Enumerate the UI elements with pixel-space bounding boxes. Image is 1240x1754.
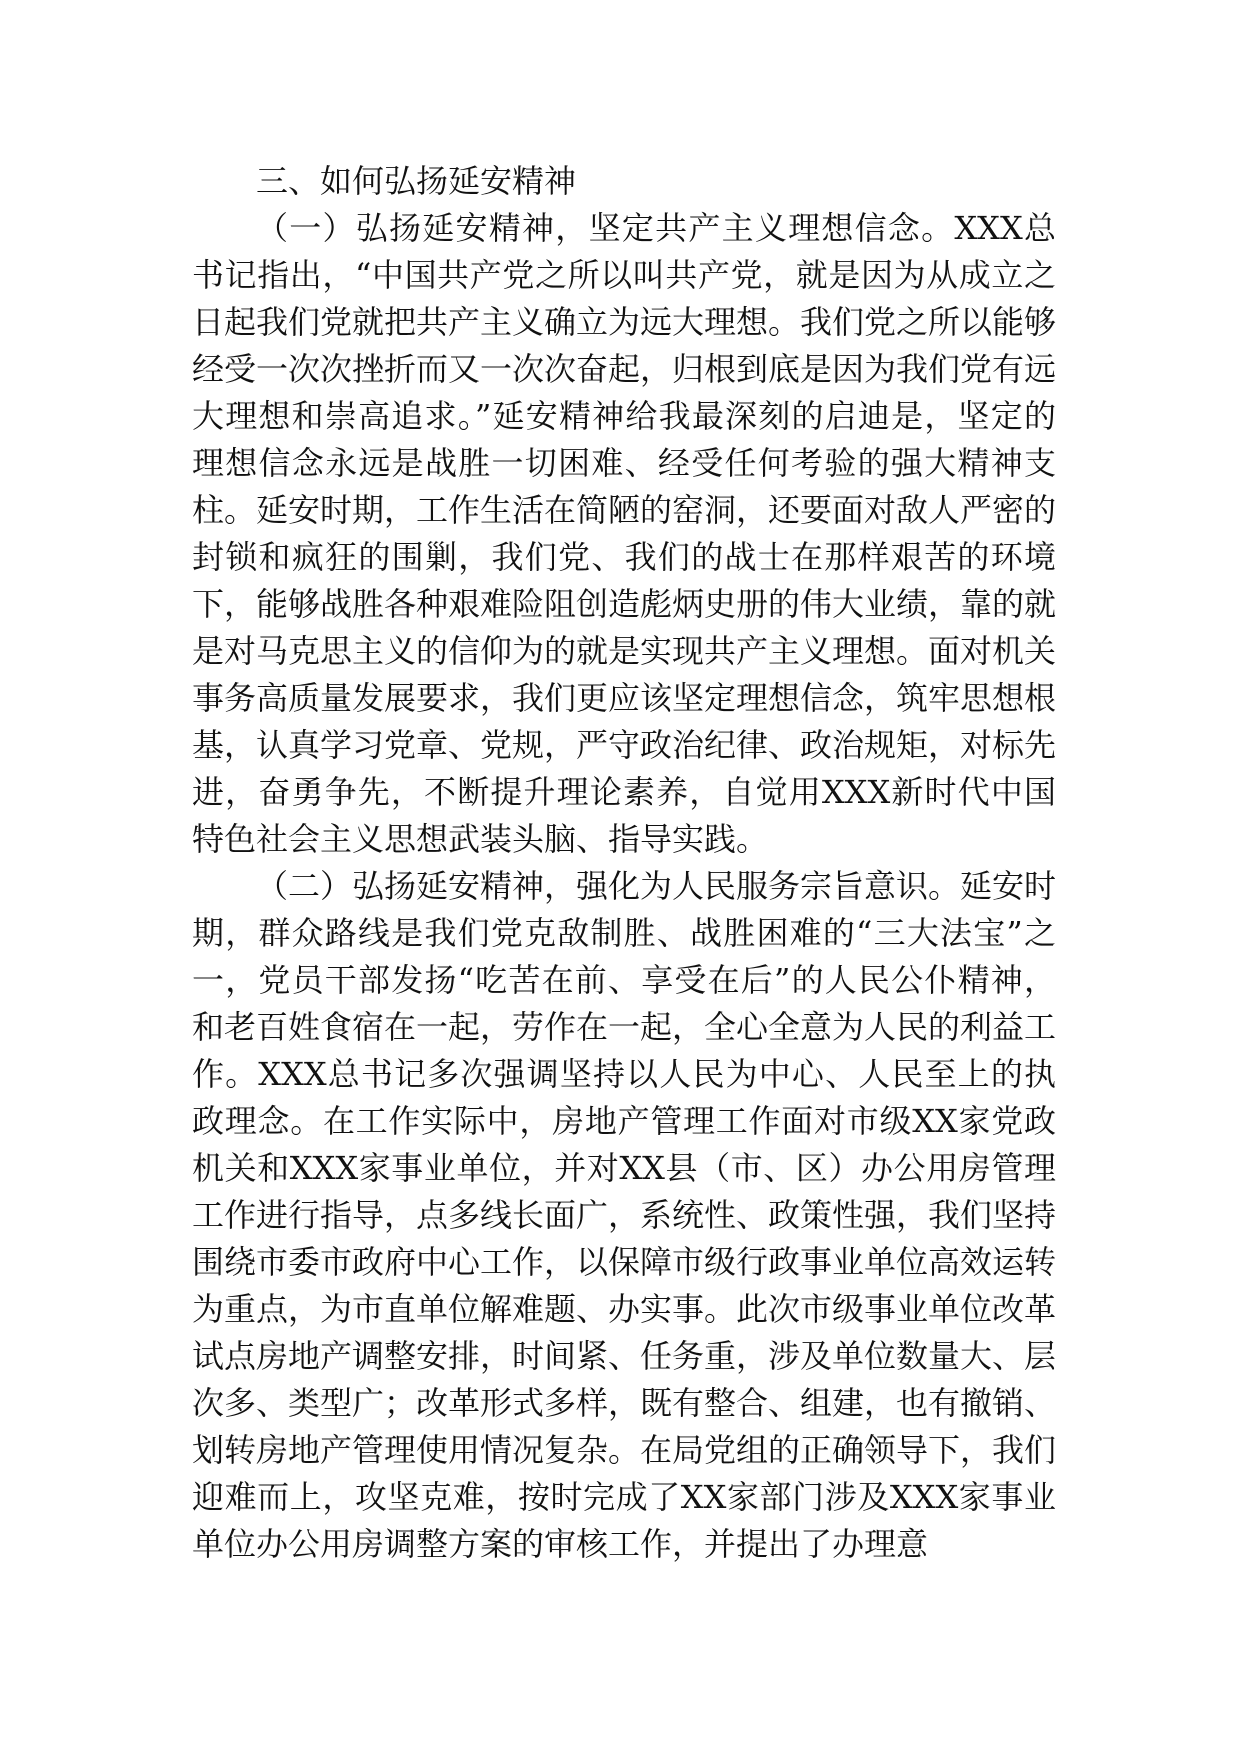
section-heading: 三、如何弘扬延安精神 <box>256 162 577 200</box>
paragraph-2: （二）弘扬延安精神，强化为人民服务宗旨意识。延安时期，群众路线是我们党克敌制胜、战胜困难的“三大法宝”之一，党员干部发扬“吃苦在前、享受在后”的人民公仆精神，和老百姓食宿在一起，劳作在一起，全心全意为人民的利益工作。XXX总书记多次强调坚持以人民为中心、人民至上的执政理念。在工作实际中，房地产管理工作面对市级XX家党政机关和XXX家事业单位，并对XX县（市、区）办公用房管理工作进行指导，点多线长面广，系统性、政策性强，我们坚持围绕市委市政府中心工作，以保障市级行政事业单位高效运转为重点，为市直单位解难题、办实事。此次市级事业单位改革试点房地产调整安排，时间紧、任务重，涉及单位数量大、层次多、类型广；改革形式多样，既有整合、组建，也有撤销、划转房地产管理使用情况复杂。在局党组的正确领导下，我们迎难而上，攻坚克难，按时完成了XX家部门涉及XXX家事业单位办公用房调整方案的审核工作，并提出了办理意 <box>192 867 1057 1563</box>
document-page <box>192 158 1056 1568</box>
paragraph-1: （一）弘扬延安精神，坚定共产主义理想信念。XXX总书记指出，“中国共产党之所以叫共产党，就是因为从成立之日起我们党就把共产主义确立为远大理想。我们党之所以能够经受一次次挫折而又一次次奋起，归根到底是因为我们党有远大理想和崇高追求。”延安精神给我最深刻的启迪是，坚定的理想信念永远是战胜一切困难、经受任何考验的强大精神支柱。延安时期，工作生活在简陋的窑洞，还要面对敌人严密的封锁和疯狂的围剿，我们党、我们的战士在那样艰苦的环境下，能够战胜各种艰难险阻创造彪炳史册的伟大业绩，靠的就是对马克思主义的信仰为的就是实现共产主义理想。面对机关事务高质量发展要求，我们更应该坚定理想信念，筑牢思想根基，认真学习党章、党规，严守政治纪律、政治规矩，对标先进，奋勇争先，不断提升理论素养，自觉用XXX新时代中国特色社会主义思想武装头脑、指导实践。 <box>192 209 1057 858</box>
